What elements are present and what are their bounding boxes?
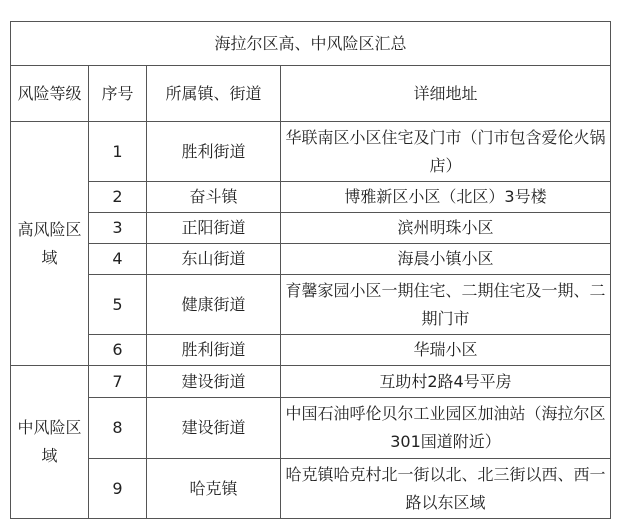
risk-area-table (10, 21, 611, 519)
row-number: 4 (89, 244, 147, 275)
title-row (11, 22, 611, 66)
table-row (11, 244, 611, 275)
row-address: 互助村2路4号平房 (281, 366, 611, 398)
row-address: 育馨家园小区一期住宅、二期住宅及一期、二期门市 (281, 275, 611, 335)
row-town: 哈克镇 (147, 459, 281, 519)
row-town: 胜利街道 (147, 335, 281, 366)
row-address: 中国石油呼伦贝尔工业园区加油站（海拉尔区301国道附近） (281, 398, 611, 459)
risk-level-medium: 中风险区域 (11, 366, 89, 519)
row-number: 7 (89, 366, 147, 398)
header-address: 详细地址 (281, 66, 611, 122)
table-row (11, 122, 611, 182)
row-address: 华瑞小区 (281, 335, 611, 366)
row-town: 东山街道 (147, 244, 281, 275)
row-address: 哈克镇哈克村北一街以北、北三街以西、西一路以东区域 (281, 459, 611, 519)
row-number: 3 (89, 213, 147, 244)
header-risk-level: 风险等级 (11, 66, 89, 122)
row-number: 5 (89, 275, 147, 335)
table-row (11, 366, 611, 398)
table-row (11, 213, 611, 244)
row-town: 建设街道 (147, 366, 281, 398)
table-row (11, 398, 611, 459)
header-number: 序号 (89, 66, 147, 122)
row-number: 9 (89, 459, 147, 519)
risk-level-high: 高风险区域 (11, 122, 89, 366)
table-title: 海拉尔区高、中风险区汇总 (11, 22, 611, 66)
table-row (11, 459, 611, 519)
row-town: 正阳街道 (147, 213, 281, 244)
row-number: 8 (89, 398, 147, 459)
row-address: 博雅新区小区（北区）3号楼 (281, 182, 611, 213)
row-town: 健康街道 (147, 275, 281, 335)
row-address: 华联南区小区住宅及门市（门市包含爱伦火锅店） (281, 122, 611, 182)
table-row (11, 275, 611, 335)
row-address: 滨州明珠小区 (281, 213, 611, 244)
table-row (11, 335, 611, 366)
row-town: 建设街道 (147, 398, 281, 459)
table-row (11, 182, 611, 213)
row-town: 胜利街道 (147, 122, 281, 182)
row-number: 2 (89, 182, 147, 213)
row-address: 海晨小镇小区 (281, 244, 611, 275)
header-row (11, 66, 611, 122)
header-town-street: 所属镇、街道 (147, 66, 281, 122)
row-number: 1 (89, 122, 147, 182)
row-town: 奋斗镇 (147, 182, 281, 213)
row-number: 6 (89, 335, 147, 366)
